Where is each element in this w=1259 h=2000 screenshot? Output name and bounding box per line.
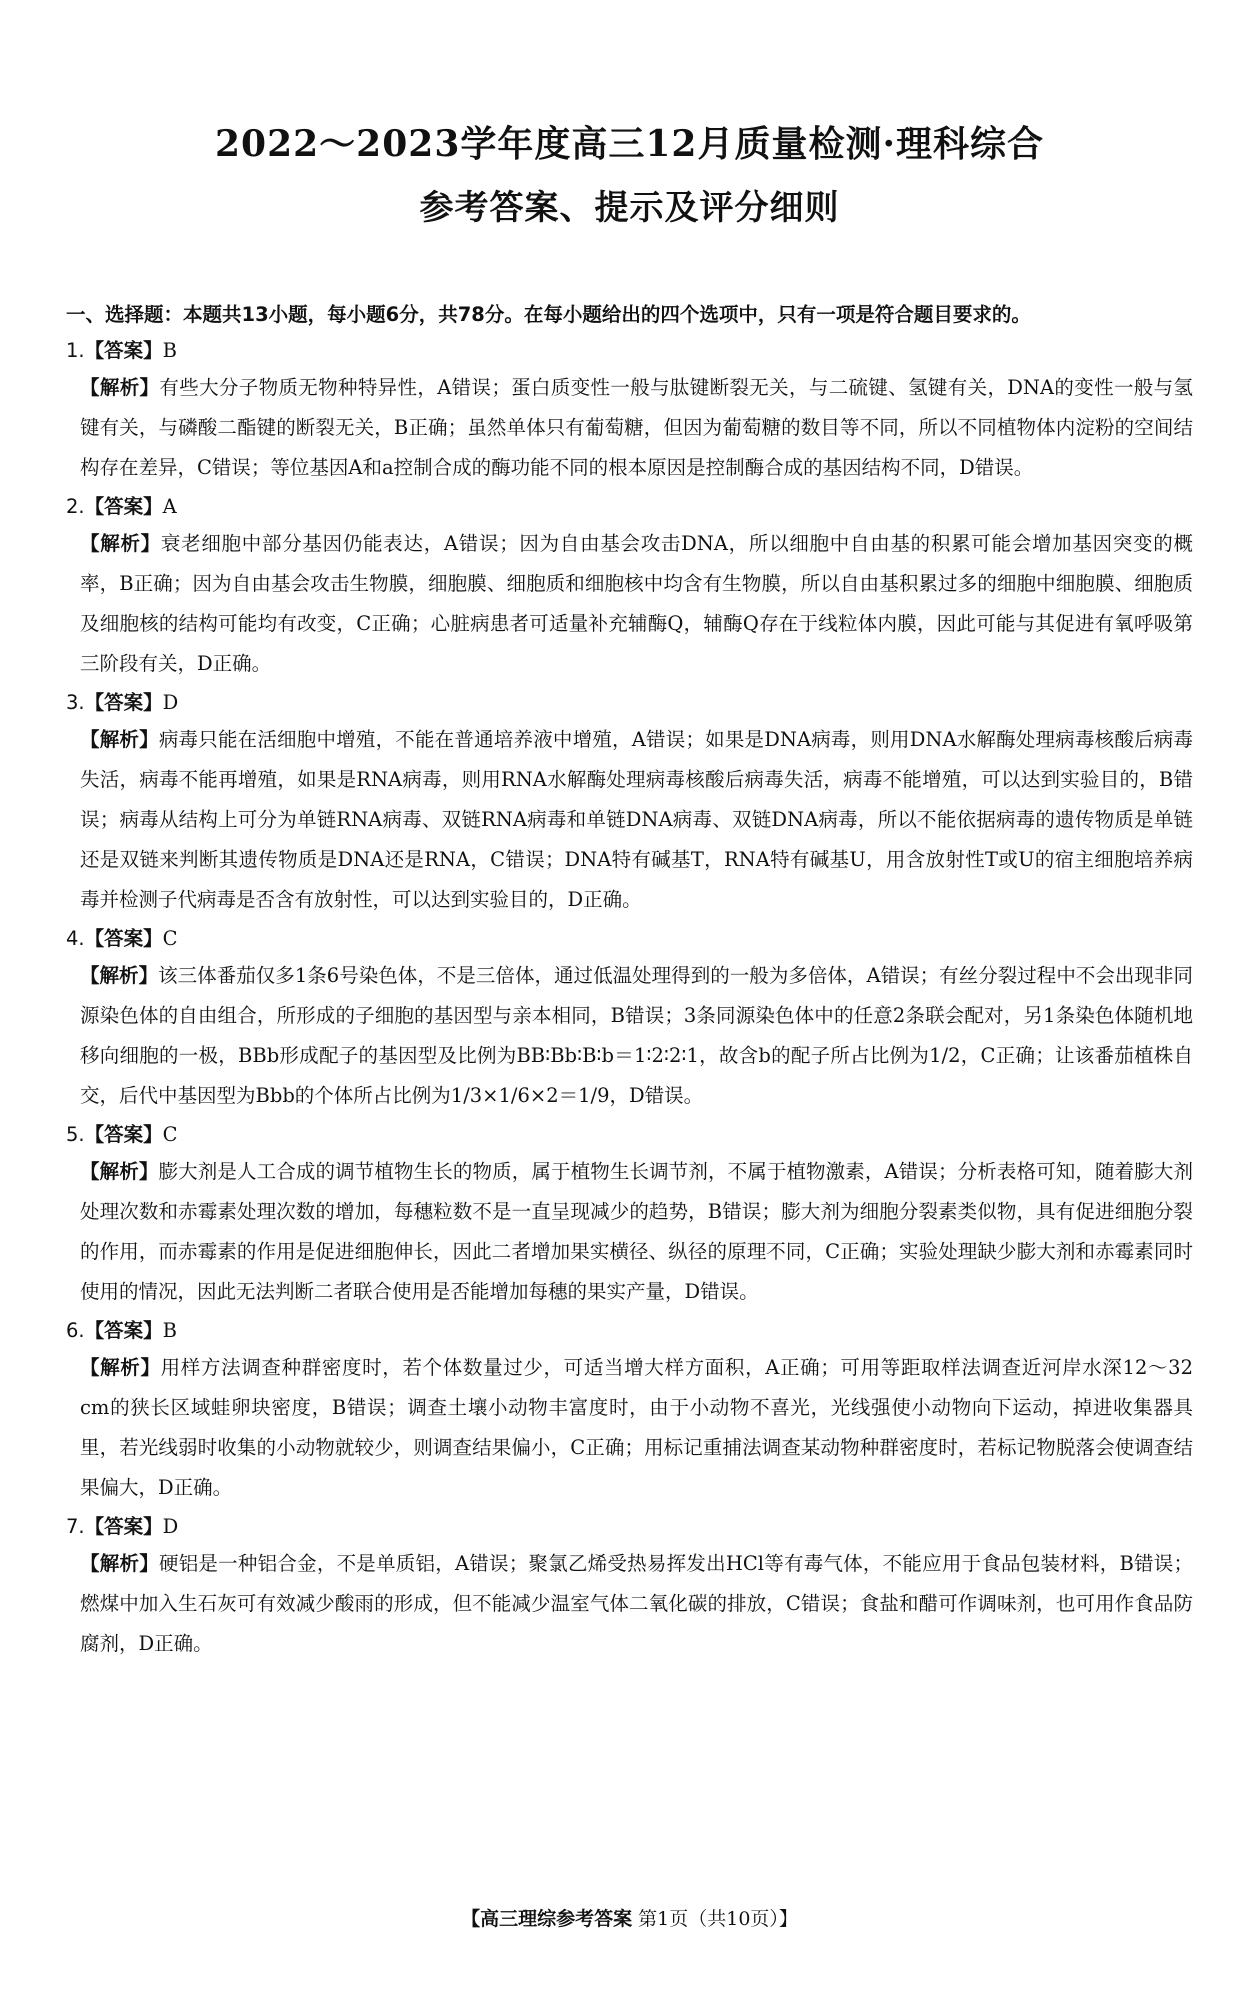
analysis-text: 有些大分子物质无物种特异性，A错误；蛋白质变性一般与肽键断裂无关，与二硫键、氢键有关，DNA的变性一般与氢键有关，与磷酸二酯键的断裂无关，B正确；虽然单体只有葡萄糖，但因为葡萄糖的数目等不同，所以不同植物体内淀粉的空间结构存在差异，C错误；等位基因A和a控制合成的酶功能不同的根本原因是控制酶合成的基因结构不同，D错误。 — [80, 376, 1193, 479]
analysis-paragraph — [66, 368, 1193, 488]
question-block — [66, 1314, 1193, 1508]
analysis-text: 该三体番茄仅多1条6号染色体，不是三倍体，通过低温处理得到的一般为多倍体，A错误；有丝分裂过程中不会出现非同源染色体的自由组合，所形成的子细胞的基因型与亲本相同，B错误；3条同源染色体中的任意2条联会配对，另1条染色体随机地移向细胞的一极，BBb形成配子的基因型及比例为BB∶Bb∶B∶b＝1∶2∶2∶1，故含b的配子所占比例为1/2，C正确；让该番茄植株自交，后代中基因型为Bbb的个体所占比例为1/3×1/6×2＝1/9，D错误。 — [80, 964, 1193, 1107]
question-number: 3. — [66, 691, 85, 714]
answer-tag: 【答案】 — [84, 1515, 163, 1538]
question-block — [66, 1118, 1193, 1312]
answer-line — [66, 1118, 1193, 1152]
analysis-paragraph — [66, 524, 1193, 684]
analysis-tag: 【解析】 — [80, 1552, 159, 1575]
section-heading: 一、选择题：本题共13小题，每小题6分，共78分。在每小题给出的四个选项中，只有一项是符合题目要求的。 — [66, 303, 1031, 326]
answer-line — [66, 922, 1193, 956]
question-number: 6. — [66, 1319, 85, 1342]
question-block — [66, 922, 1193, 1116]
answer-value: D — [162, 1515, 179, 1538]
analysis-paragraph — [66, 1544, 1193, 1664]
question-number: 7. — [66, 1515, 85, 1538]
answer-line — [66, 334, 1193, 368]
question-block — [66, 334, 1193, 488]
answer-value: C — [162, 1123, 178, 1146]
question-number: 4. — [66, 927, 85, 950]
question-number: 2. — [66, 495, 85, 518]
answer-tag: 【答案】 — [84, 691, 163, 714]
answer-line — [66, 686, 1193, 720]
analysis-text: 硬铝是一种铝合金，不是单质铝，A错误；聚氯乙烯受热易挥发出HCl等有毒气体，不能应用于食品包装材料，B错误；燃煤中加入生石灰可有效减少酸雨的形成，但不能减少温室气体二氧化碳的排放，C错误；食盐和醋可作调味剂，也可用作食品防腐剂，D正确。 — [80, 1552, 1193, 1655]
analysis-paragraph — [66, 1348, 1193, 1508]
analysis-text: 膨大剂是人工合成的调节植物生长的物质，属于植物生长调节剂，不属于植物激素，A错误；分析表格可知，随着膨大剂处理次数和赤霉素处理次数的增加，每穗粒数不是一直呈现减少的趋势，B错误；膨大剂为细胞分裂素类似物，具有促进细胞分裂的作用，而赤霉素的作用是促进细胞伸长，因此二者增加果实横径、纵径的原理不同，C正确；实验处理缺少膨大剂和赤霉素同时使用的情况，因此无法判断二者联合使用是否能增加每穗的果实产量，D错误。 — [80, 1160, 1193, 1303]
answer-tag: 【答案】 — [84, 1319, 163, 1342]
question-number: 5. — [66, 1123, 85, 1146]
question-number: 1. — [66, 339, 85, 362]
analysis-tag: 【解析】 — [80, 728, 159, 751]
page-title: 2022～2023学年度高三12月质量检测·理科综合 — [214, 123, 1045, 165]
analysis-paragraph — [66, 1152, 1193, 1312]
answer-tag: 【答案】 — [84, 927, 163, 950]
question-list — [66, 334, 1193, 1664]
footer-label: 【高三理综参考答案 — [461, 1908, 633, 1930]
analysis-paragraph — [66, 956, 1193, 1116]
answer-tag: 【答案】 — [84, 339, 163, 362]
answer-tag: 【答案】 — [84, 1123, 163, 1146]
answer-line — [66, 1510, 1193, 1544]
analysis-text: 衰老细胞中部分基因仍能表达，A错误；因为自由基会攻击DNA，所以细胞中自由基的积累可能会增加基因突变的概率，B正确；因为自由基会攻击生物膜，细胞膜、细胞质和细胞核中均含有生物膜，所以自由基积累过多的细胞中细胞膜、细胞质及细胞核的结构可能均有改变，C正确；心脏病患者可适量补充辅酶Q，辅酶Q存在于线粒体内膜，因此可能与其促进有氧呼吸第三阶段有关，D正确。 — [80, 532, 1193, 675]
answer-value: A — [162, 495, 177, 518]
answer-value: C — [162, 927, 178, 950]
analysis-tag: 【解析】 — [80, 376, 160, 399]
answer-tag: 【答案】 — [84, 495, 163, 518]
answer-value: D — [162, 691, 179, 714]
analysis-tag: 【解析】 — [80, 1356, 161, 1379]
analysis-text: 病毒只能在活细胞中增殖，不能在普通培养液中增殖，A错误；如果是DNA病毒，则用DNA水解酶处理病毒核酸后病毒失活，病毒不能再增殖，如果是RNA病毒，则用RNA水解酶处理病毒核酸后病毒失活，病毒不能增殖，可以达到实验目的，B错误；病毒从结构上可分为单链RNA病毒、双链RNA病毒和单链DNA病毒、双链DNA病毒，所以不能依据病毒的遗传物质是单链还是双链来判断其遗传物质是DNA还是RNA，C错误；DNA特有碱基T，RNA特有碱基U，用含放射性T或U的宿主细胞培养病毒并检测子代病毒是否含有放射性，可以达到实验目的，D正确。 — [80, 728, 1194, 911]
question-block — [66, 686, 1193, 920]
analysis-paragraph — [66, 720, 1193, 920]
analysis-tag: 【解析】 — [80, 532, 161, 555]
analysis-tag: 【解析】 — [80, 964, 159, 987]
analysis-text: 用样方法调查种群密度时，若个体数量过少，可适当增大样方面积，A正确；可用等距取样法调查近河岸水深12～32 cm的狭长区域蛙卵块密度，B错误；调查土壤小动物丰富度时，由于小动物不喜光，光线强使小动物向下运动，掉进收集器具里，若光线弱时收集的小动物就较少，则调查结果偏小，C正确；用标记重捕法调查某动物种群密度时，若标记物脱落会使调查结果偏大，D正确。 — [80, 1356, 1193, 1499]
analysis-tag: 【解析】 — [80, 1160, 159, 1183]
answer-value: B — [162, 339, 177, 362]
answer-value: B — [162, 1319, 177, 1342]
footer-page-number: 第1页（共10页）】 — [638, 1908, 798, 1930]
answer-line — [66, 490, 1193, 524]
page-subtitle: 参考答案、提示及评分细则 — [419, 188, 840, 228]
answer-line — [66, 1314, 1193, 1348]
question-block — [66, 1510, 1193, 1664]
page-footer — [0, 1905, 1259, 1933]
question-block — [66, 490, 1193, 684]
